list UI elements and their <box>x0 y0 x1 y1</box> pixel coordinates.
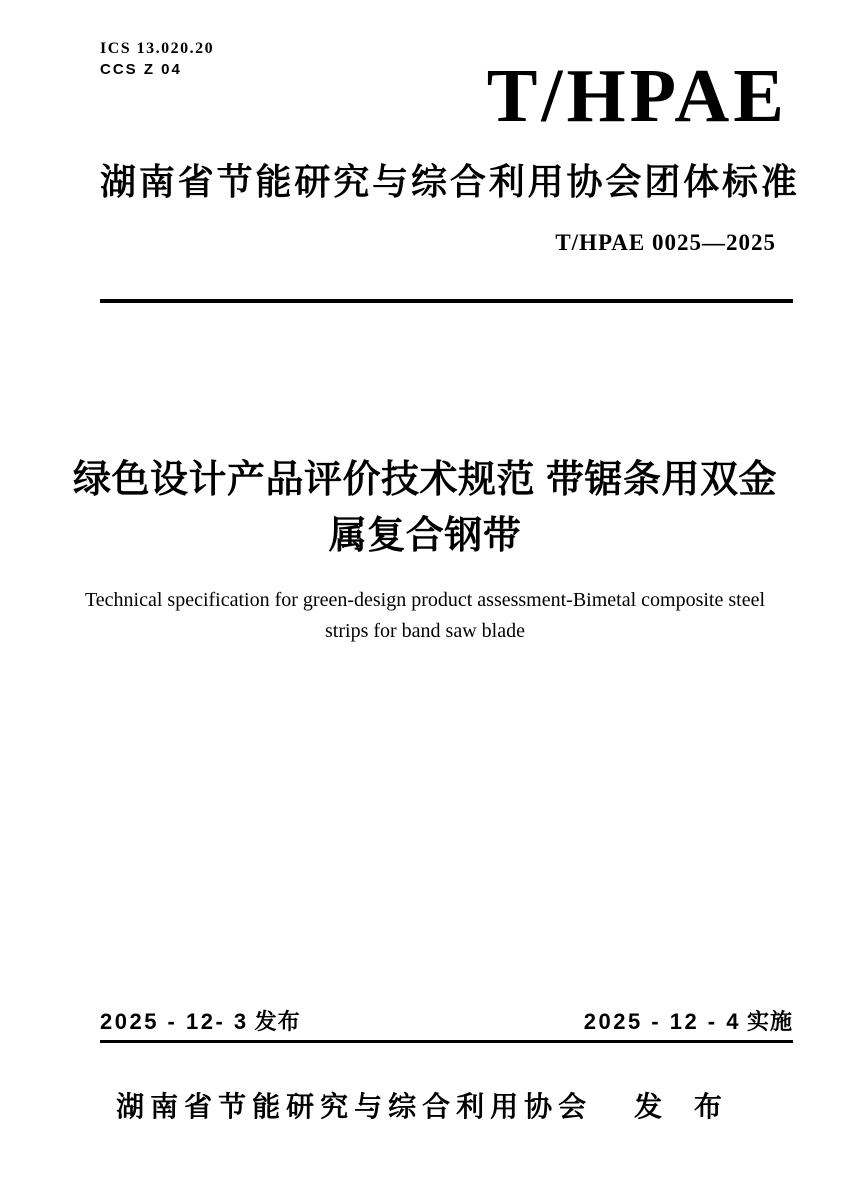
ics-code: ICS 13.020.20 <box>100 40 215 57</box>
issue-date-label: 发布 <box>254 1009 301 1034</box>
standard-number: T/HPAE 0025—2025 <box>555 230 776 255</box>
ccs-code: CCS Z 04 <box>100 61 182 78</box>
document-title <box>40 452 810 564</box>
implementation-date-label: 实施 <box>746 1009 793 1034</box>
document-title-english: Technical specification for green-design product assessment-Bimetal composite steel strips for band saw blade <box>84 589 766 642</box>
implementation-date <box>584 1008 793 1036</box>
date-row <box>100 1008 793 1043</box>
document-title-line1: 绿色设计产品评价技术规范 带锯条用双金 <box>72 459 778 501</box>
org-title-band: 湖 南 省 节 能 研 究 与 综 合 利 用 协 会 团 体 标 准 <box>100 161 797 202</box>
document-title-line2: 属复合钢带 <box>328 515 522 557</box>
publish-label: 发 布 <box>634 1091 734 1122</box>
classification-codes <box>100 38 214 80</box>
publisher-name: 湖南省节能研究与综合利用协会 <box>116 1091 593 1122</box>
standards-body-logo: T/HPAE <box>486 54 788 138</box>
implementation-date-value: 2025 - 12 - 4 <box>583 1009 741 1034</box>
issue-date-value: 2025 - 12- 3 <box>100 1009 249 1034</box>
publisher-line <box>0 1090 850 1124</box>
header-rule <box>100 299 793 303</box>
issue-date <box>100 1008 301 1036</box>
